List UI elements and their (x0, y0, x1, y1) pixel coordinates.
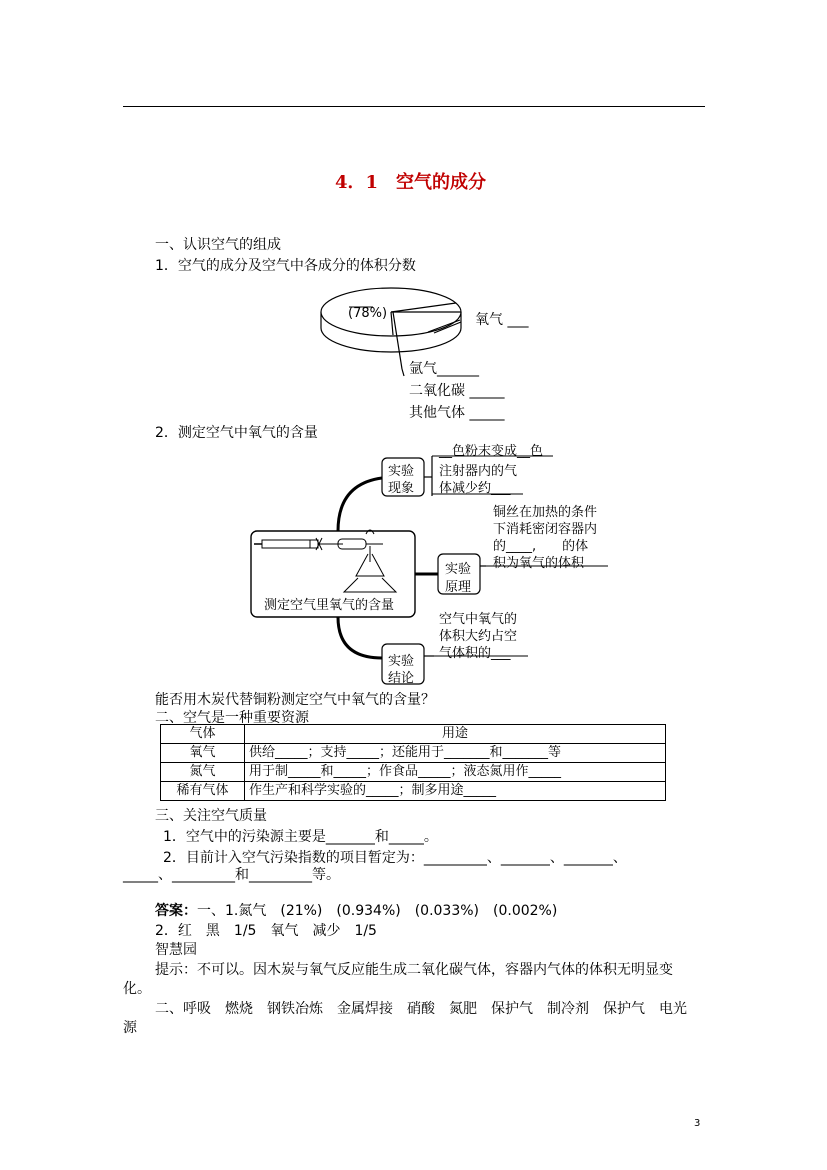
oxygen-label: 氧气 ___ (475, 312, 529, 328)
principle-note-3: 的____, 的体 (493, 539, 589, 554)
argon-label: 氩气______ (409, 361, 479, 377)
section2-heading: 二、空气是一种重要资源 (155, 710, 309, 726)
table-row (161, 782, 666, 801)
pie-percent-label: (78%) (348, 306, 388, 321)
conclusion-box-line2: 结论 (388, 671, 415, 686)
table-cell: 供给_____；支持_____；还能用于_______和_______等 (245, 744, 666, 763)
answers-line5: 化。 (123, 981, 151, 997)
section3-item2-line1: 2．目前计入空气污染指数的项目暂定为：_________、_______、_______、 (163, 850, 627, 866)
table-cell: 稀有气体 (161, 782, 245, 801)
principle-box-line1: 实验 (445, 562, 472, 577)
answers-line3: 智慧园 (155, 942, 197, 958)
header-rule (123, 106, 705, 107)
section1-heading: 一、认识空气的组成 (155, 237, 281, 253)
co2-label: 二氧化碳 _____ (409, 383, 505, 399)
conclusion-note-1: 空气中氧气的 (439, 612, 518, 627)
table-row (161, 744, 666, 763)
table-row (161, 763, 666, 782)
conclusion-box-line1: 实验 (388, 654, 415, 669)
answers-line7: 源 (123, 1020, 137, 1036)
table-cell: 用于制_____和_____；作食品_____；液态氮用作_____ (245, 763, 666, 782)
charcoal-question: 能否用木炭代替铜粉测定空气中氧气的含量？ (155, 692, 435, 708)
gas-uses-table (160, 724, 666, 801)
answers-line2: 2．红 黑 1/5 氧气 减少 1/5 (155, 923, 377, 939)
answers-line6: 二、呼吸 燃烧 钢铁冶炼 金属焊接 硝酸 氮肥 保护气 制冷剂 保护气 电光 (155, 1001, 687, 1017)
phenomenon-box-line2: 现象 (388, 481, 415, 496)
principle-note-4: 积为氧气的体积 (493, 556, 585, 571)
phenomenon-note-1: __色粉末变成__色 (439, 444, 544, 459)
section3-item1: 1．空气中的污染源主要是_______和_____。 (163, 829, 438, 845)
phenomenon-note-2: 注射器内的气 (439, 464, 518, 479)
answers-line4: 提示：不可以。因木炭与氧气反应能生成二氧化碳气体，容器内气体的体积无明显变 (155, 962, 673, 978)
answers-label: 答案： (155, 903, 197, 919)
phenomenon-note-3: 体减少约___ (439, 481, 511, 496)
section3-item2-line2: _____、_________和_________等。 (123, 867, 340, 883)
principle-note-1: 铜丝在加热的条件 (493, 505, 598, 520)
section1-item2: 2．测定空气中氧气的含量 (155, 425, 318, 441)
table-header-cell: 气体 (161, 725, 245, 744)
conclusion-note-2: 体积大约占空 (439, 629, 518, 644)
section3-heading: 三、关注空气质量 (155, 808, 267, 824)
table-header-row (161, 725, 666, 744)
table-cell: 作生产和科学实验的_____；制多用途_____ (245, 782, 666, 801)
table-header-cell: 用途 (245, 725, 666, 744)
page-number: 3 (694, 1118, 701, 1129)
page-title: 4．1 空气的成分 (335, 172, 487, 193)
table-cell: 氮气 (161, 763, 245, 782)
answers-line1 (155, 900, 557, 920)
principle-box-line2: 原理 (445, 580, 472, 595)
diagram-center-label: 测定空气里氧气的含量 (264, 598, 395, 613)
answers-text: 一、1.氮气 (21%) (0.934%) (0.033%) (0.002%) (197, 903, 558, 919)
section1-item1: 1．空气的成分及空气中各成分的体积分数 (155, 258, 416, 274)
phenomenon-box-line1: 实验 (388, 464, 415, 479)
conclusion-note-3: 气体积的___ (439, 646, 511, 661)
principle-note-2: 下消耗密闭容器内 (493, 522, 598, 537)
other-gases-label: 其他气体 _____ (409, 405, 505, 421)
table-cell: 氧气 (161, 744, 245, 763)
